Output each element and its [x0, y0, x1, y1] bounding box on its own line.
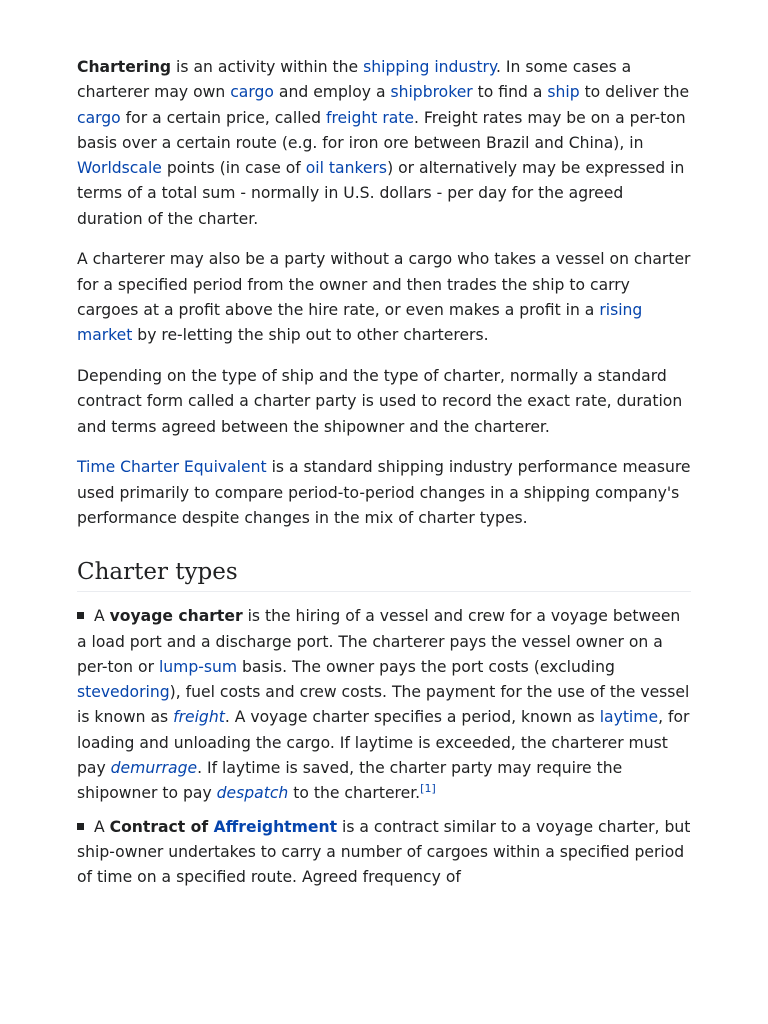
link-cargo-2[interactable]: cargo — [77, 108, 121, 127]
text: for a certain price, called — [120, 108, 326, 127]
link-laytime[interactable]: laytime — [599, 708, 659, 727]
text: Depending on the type of ship and the type of charter, normally a standard contract form called a charter party is used to record the exact rate, duration and terms agreed between the shipowner and the charterer. — [77, 367, 683, 436]
term-contract-of: Contract of — [109, 817, 214, 836]
bullet-icon — [77, 612, 84, 619]
text: and employ a — [273, 83, 391, 102]
text: A — [94, 817, 110, 836]
section-heading-charter-types: Charter types — [77, 557, 691, 592]
text: , for loading and unloading the cargo. If laytime is exceeded, the charterer must pay — [77, 708, 690, 777]
link-shipping-industry[interactable]: shipping industry — [363, 58, 496, 76]
link-rising-market[interactable]: rising market — [77, 301, 643, 345]
despatch-italic: despatch — [216, 784, 289, 803]
link-demurrage[interactable] — [111, 759, 197, 777]
bullet-icon — [77, 823, 84, 830]
text: basis. The owner pays the port costs (excluding — [237, 657, 615, 676]
text: A charterer may also be a party without a cargo who takes a vessel on charter for a specified period from the owner and then trades the ship to carry cargoes at a profit above the hire rate, or even makes a profit in a — [77, 250, 691, 320]
link-oil-tankers[interactable]: oil tankers — [305, 159, 388, 178]
text: ) or alternatively may be expressed in terms of a total sum - normally in U.S. dollars - per day for the agreed duration of the charter. — [77, 159, 685, 228]
link-cargo[interactable]: cargo — [230, 83, 274, 102]
text: to the charterer. — [288, 784, 421, 803]
article-content — [77, 55, 691, 898]
link-worldscale[interactable]: Worldscale — [77, 159, 162, 178]
text: . Freight rates may be on a per-ton basis over a certain route (e.g. for iron ore between Brazil and China), in — [77, 108, 686, 152]
text: to find a — [472, 83, 548, 102]
charterer-paragraph — [77, 247, 691, 348]
text: is an activity within the — [171, 58, 364, 76]
text: is a standard shipping industry performance measure used primarily to compare period-to-period changes in a shipping company's performance despite changes in the mix of charter types. — [77, 458, 691, 527]
link-freight[interactable] — [173, 708, 225, 726]
affreightment-bold: Affreightment — [213, 817, 338, 836]
link-ship[interactable]: ship — [547, 83, 580, 102]
text: is a contract similar to a voyage charter, but ship-owner undertakes to carry a number of cargoes within a specified period of time on a specified route. Agreed frequency of — [77, 817, 691, 887]
link-stevedoring[interactable]: stevedoring — [77, 683, 170, 702]
text: . A voyage charter specifies a period, known as — [224, 708, 600, 727]
list-item-voyage-charter — [77, 604, 691, 806]
charter-types-list — [77, 604, 691, 890]
demurrage-italic: demurrage — [110, 759, 198, 777]
link-freight-rate[interactable]: freight rate — [325, 108, 414, 127]
freight-italic: freight — [173, 708, 225, 727]
text: by re-letting the ship out to other charterers. — [132, 326, 489, 345]
reference-link-1[interactable]: [1] — [420, 782, 436, 796]
text: ), fuel costs and crew costs. The payment for the use of the vessel is known as — [77, 683, 690, 727]
text: . In some cases a charterer may own — [77, 58, 632, 102]
tce-paragraph — [77, 455, 691, 531]
intro-paragraph — [77, 55, 691, 232]
link-lump-sum[interactable]: lump-sum — [158, 657, 238, 676]
link-time-charter-equivalent[interactable]: Time Charter Equivalent — [77, 458, 267, 477]
text: A — [94, 607, 110, 626]
text: to deliver the — [579, 83, 690, 102]
term-chartering: Chartering — [77, 58, 172, 76]
reference-superscript — [420, 782, 436, 795]
link-affreightment[interactable] — [214, 818, 337, 836]
link-despatch[interactable] — [217, 784, 289, 802]
text: . If laytime is saved, the charter party may require the shipowner to pay — [77, 759, 623, 803]
charter-party-paragraph — [77, 364, 691, 440]
list-item-contract-of-affreightment — [77, 815, 691, 891]
term-voyage-charter: voyage charter — [109, 607, 243, 626]
text: points (in case of — [161, 159, 306, 178]
text: is the hiring of a vessel and crew for a voyage between a load port and a discharge port. The charterer pays the vessel owner on a per-ton or — [77, 607, 681, 676]
link-shipbroker[interactable]: shipbroker — [390, 83, 473, 102]
